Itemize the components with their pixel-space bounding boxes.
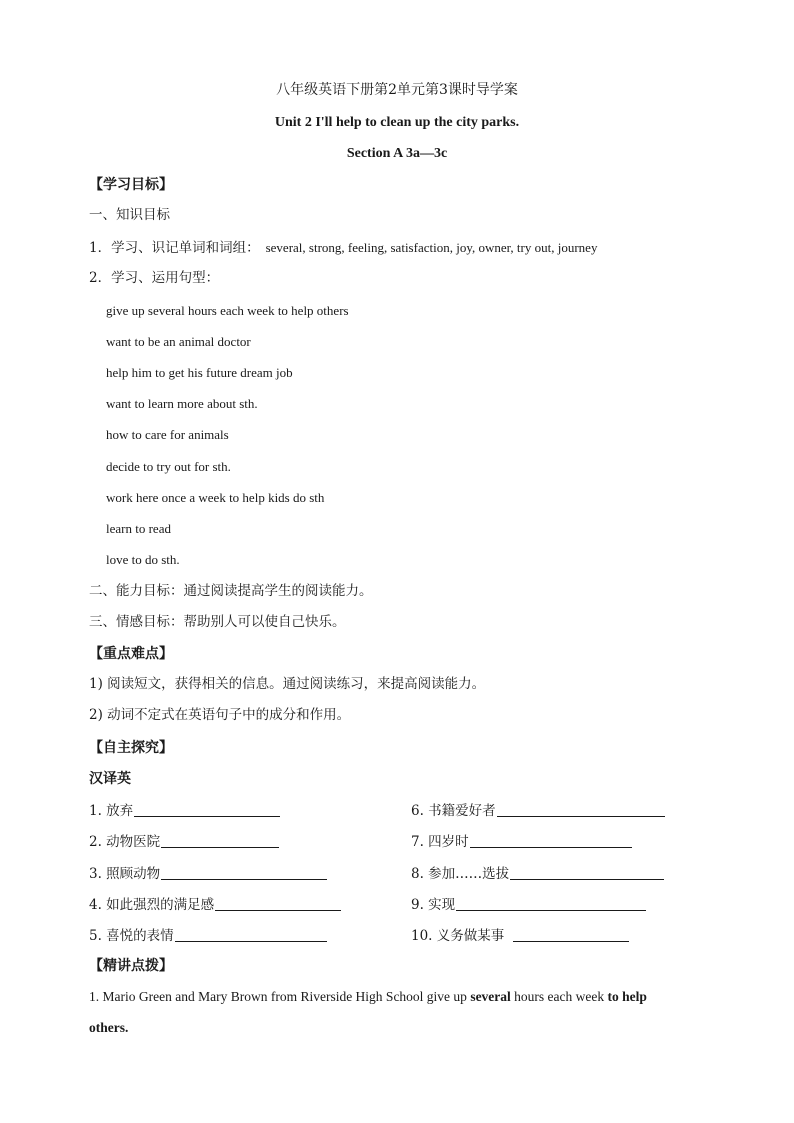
sentence-emphasis: to help [607,989,647,1004]
phrase-line: decide to try out for sth. [106,459,231,474]
exercise-item [89,866,327,882]
answer-blank[interactable] [470,834,632,848]
exercise-prompt: 5. 喜悦的表情 [89,928,174,944]
exercise-item [411,928,629,944]
exercise-prompt: 9. 实现 [411,897,456,913]
exercise-prompt: 10. 义务做某事 [411,928,509,944]
pattern-label: 2．学习、运用句型： [89,270,220,286]
exercise-prompt: 3. 照顾动物 [89,866,161,882]
key-point-item: 1) 阅读短文，获得相关的信息。通过阅读练习，来提高阅读能力。 [89,676,486,692]
translation-subheading: 汉译英 [89,771,131,787]
exercise-prompt: 6. 书籍爱好者 [411,803,496,819]
exercise-item [89,928,327,944]
section-title: Section A 3a—3c [346,146,448,161]
phrase-line: how to care for animals [106,427,229,442]
answer-blank[interactable] [456,897,646,911]
document-title: 八年级英语下册第2单元第3课时导学案 [276,82,518,98]
phrase-line: want to be an animal doctor [106,334,251,349]
answer-blank[interactable] [161,866,327,880]
exercise-prompt: 7. 四岁时 [411,834,469,850]
exercise-item [411,834,632,850]
key-point-item: 2) 动词不定式在英语句子中的成分和作用。 [89,707,351,723]
vocab-words: several, strong, feeling, satisfaction, joy, owner, try out, journey [265,240,598,255]
exercise-prompt: 8. 参加……选拔 [411,866,510,882]
answer-blank[interactable] [497,803,665,817]
vocab-item [89,241,597,256]
phrase-line: learn to read [106,521,171,536]
example-sentence [89,990,647,1004]
sentence-emphasis: several [470,989,511,1004]
answer-blank[interactable] [215,897,341,911]
exercise-item [89,834,279,850]
phrase-line: love to do sth. [106,552,180,567]
exercise-item [411,866,664,882]
phrase-line: want to learn more about sth. [106,396,258,411]
goals-heading: 【学习目标】 [89,177,173,193]
exercise-prompt: 1. 放弃 [89,803,134,819]
exercise-prompt: 2. 动物医院 [89,834,161,850]
phrase-line: work here once a week to help kids do sth [106,490,325,505]
example-sentence-continued: others. [89,1020,129,1035]
phrase-line: help him to get his future dream job [106,365,293,380]
answer-blank[interactable] [175,928,327,942]
emotion-goal: 三、情感目标：帮助别人可以使自己快乐。 [89,614,346,630]
sentence-text: hours each week [510,989,608,1004]
answer-blank[interactable] [161,834,279,848]
exercise-item [411,803,665,819]
exercise-item [89,803,280,819]
knowledge-heading: 一、知识目标 [89,207,170,223]
explore-heading: 【自主探究】 [89,740,173,756]
exercise-item [411,897,646,913]
ability-goal: 二、能力目标：通过阅读提高学生的阅读能力。 [89,583,373,599]
exercise-prompt: 4. 如此强烈的满足感 [89,897,215,913]
unit-title: Unit 2 I'll help to clean up the city parks. [274,115,520,130]
answer-blank[interactable] [134,803,280,817]
explain-heading: 【精讲点拨】 [89,958,173,974]
phrase-line: give up several hours each week to help others [106,303,349,318]
exercise-item [89,897,341,913]
vocab-label: 1．学习、识记单词和词组： [89,240,260,256]
answer-blank[interactable] [513,928,629,942]
answer-blank[interactable] [510,866,664,880]
key-points-heading: 【重点难点】 [89,646,173,662]
sentence-text: 1. Mario Green and Mary Brown from Riverside High School give up [89,989,471,1004]
